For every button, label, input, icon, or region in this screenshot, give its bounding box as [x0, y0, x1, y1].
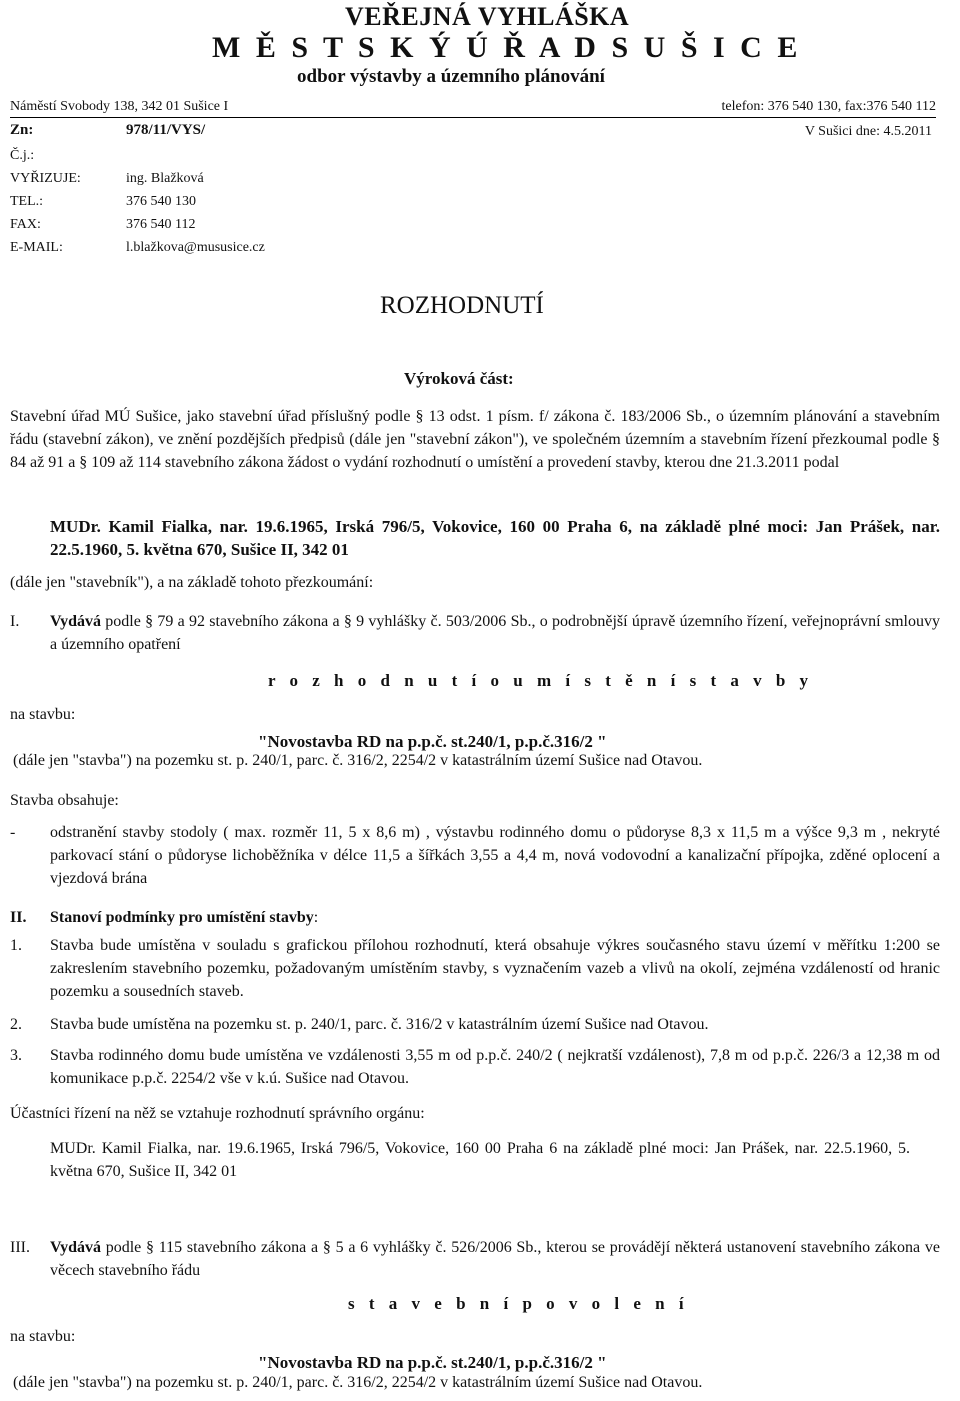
- condition-2: Stavba bude umístěna na pozemku st. p. 240/1, parc. č. 316/2 v katastrálním území Sušice nad Otavou.: [50, 1016, 709, 1033]
- intro-paragraph: Stavební úřad MÚ Sušice, jako stavební úřad příslušný podle § 13 odst. 1 písm. f/ zákona č. 183/2006 Sb., o územním plánování a stavebním řádu (stavební zákon), ve znění pozdějších předpisů (dále jen "stavební zákon"), ve společném územním a stavebním řízení přezkoumal podle § 84 až 91 a § 109 až 114 stavebního zákona žádost o vydání rozhodnutí o umístění a provedení stavby, kterou dne 21.3.2011 podal: [10, 408, 940, 471]
- condition-3: Stavba rodinného domu bude umístěna ve vzdálenosti 3,55 m od p.p.č. 240/2 ( nejkratší vzdálenost), 7,8 m od p.p.č. 226/3 a 12,38 m od komunikace p.p.č. 2254/2 vše v k.ú. Sušice nad Otavou.: [50, 1047, 940, 1087]
- email-value: l.blažkova@mususice.cz: [126, 240, 265, 255]
- stavba-name-2: "Novostavba RD na p.p.č. st.240/1, p.p.č.316/2 ": [258, 1353, 607, 1372]
- part2-colon: :: [313, 909, 319, 926]
- part3-verb: Vydává: [50, 1239, 101, 1256]
- na-stavbu-label-2: na stavbu:: [10, 1328, 76, 1345]
- header-title: VEŘEJNÁ VYHLÁŠKA: [345, 2, 630, 31]
- stavba-note-1: (dále jen "stavba") na pozemku st. p. 240/1, parc. č. 316/2, 2254/2 v katastrálním území Sušice nad Otavou.: [13, 752, 703, 769]
- stavba-note-2: (dále jen "stavba") na pozemku st. p. 240/1, parc. č. 316/2, 2254/2 v katastrálním území Sušice nad Otavou.: [13, 1374, 703, 1391]
- tel-value: 376 540 130: [126, 194, 196, 209]
- address-line: [10, 97, 936, 118]
- header-department: odbor výstavby a územního plánování: [297, 66, 605, 87]
- participants: MUDr. Kamil Fialka, nar. 19.6.1965, Irská 796/5, Vokovice, 160 00 Praha 6 na základě plné moci: Jan Prášek, nar. 22.5.1960, 5. května 670, Sušice II, 342 01: [50, 1140, 910, 1180]
- zn-label: Zn:: [10, 122, 34, 138]
- zn-value: 978/11/VYS/: [126, 122, 206, 138]
- office-phone-fax: telefon: 376 540 130, fax:376 540 112: [721, 99, 936, 114]
- applicant: MUDr. Kamil Fialka, nar. 19.6.1965, Irská 796/5, Vokovice, 160 00 Praha 6, na základě plné moci: Jan Prášek, nar. 22.5.1960, 5. května 670, Sušice II, 342 01: [50, 517, 940, 559]
- part1-body: podle § 79 a 92 stavebního zákona a § 9 vyhlášky č. 503/2006 Sb., o podrobnější úpravě územního řízení, veřejnoprávní smlouvy a územního opatření: [50, 613, 940, 653]
- document-title: ROZHODNUTÍ: [380, 292, 544, 319]
- fax-label: FAX:: [10, 217, 41, 232]
- obsahuje-label: Stavba obsahuje:: [10, 792, 119, 809]
- fax-value: 376 540 112: [126, 217, 196, 232]
- condition-3-number: 3.: [10, 1047, 22, 1064]
- condition-2-number: 2.: [10, 1016, 22, 1033]
- tel-label: TEL.:: [10, 194, 44, 209]
- part2-heading: [50, 906, 940, 929]
- part1-number: I.: [10, 613, 20, 630]
- part1-text: [50, 610, 940, 656]
- header-office: M Ě S T S K Ý Ú Ř A D S U Š I C E: [212, 31, 802, 64]
- part3-number: III.: [10, 1239, 30, 1256]
- obsahuje-text: odstranění stavby stodoly ( max. rozměr 11, 5 x 8,6 m) , výstavbu rodinného domu o půdoryse 8,3 x 11,5 m a výšce 9,3 m , nekryté parkovací stání o půdoryse lichoběžníka v délce 11,5 a šířkách 3,55 a 4,4 m, nová vodovodní a kanalizační přípojka, zděné oplocení a vjezdová brána: [50, 824, 940, 887]
- office-address: Náměstí Svobody 138, 342 01 Sušice I: [10, 99, 229, 114]
- vyrizuje-value: ing. Blažková: [126, 171, 204, 186]
- decision-povoleni: s t a v e b n í p o v o l e n í: [348, 1294, 689, 1313]
- vyrizuje-label: VYŘIZUJE:: [10, 171, 81, 186]
- condition-1-number: 1.: [10, 937, 22, 954]
- part3-text: [50, 1236, 940, 1282]
- part1-verb: Vydává: [50, 613, 101, 630]
- na-stavbu-label-1: na stavbu:: [10, 706, 76, 723]
- part2-number: II.: [10, 909, 27, 926]
- part3-body: podle § 115 stavebního zákona a § 5 a 6 vyhlášky č. 526/2006 Sb., kterou se provádějí některá ustanovení stavebního zákona ve věcech stavebního řádu: [50, 1239, 940, 1279]
- part2-title: Stanoví podmínky pro umístění stavby: [50, 909, 314, 926]
- section-title: Výroková část:: [404, 369, 514, 388]
- applicant-note: (dále jen "stavebník"), a na základě tohoto přezkoumání:: [10, 574, 374, 591]
- condition-1: Stavba bude umístěna v souladu s grafickou přílohou rozhodnutí, která obsahuje výkres současného stavu území v měřítku 1:200 se zakreslením stavebního pozemku, požadovaným umístěním stavby, s vyznačením vazeb a vlivů na okolí, zejména vzdáleností od hranic pozemku a sousedních staveb.: [50, 937, 940, 1000]
- document-date: V Sušici dne: 4.5.2011: [804, 124, 932, 139]
- cj-label: Č.j.:: [10, 148, 35, 163]
- stavba-name-1: "Novostavba RD na p.p.č. st.240/1, p.p.č.316/2 ": [258, 732, 607, 751]
- obsahuje-dash: -: [10, 824, 16, 841]
- decision-umisteni: r o z h o d n u t í o u m í s t ě n í s t a v b y: [268, 671, 814, 690]
- email-label: E-MAIL:: [10, 240, 63, 255]
- participants-label: Účastníci řízení na něž se vztahuje rozhodnutí správního orgánu:: [10, 1105, 425, 1122]
